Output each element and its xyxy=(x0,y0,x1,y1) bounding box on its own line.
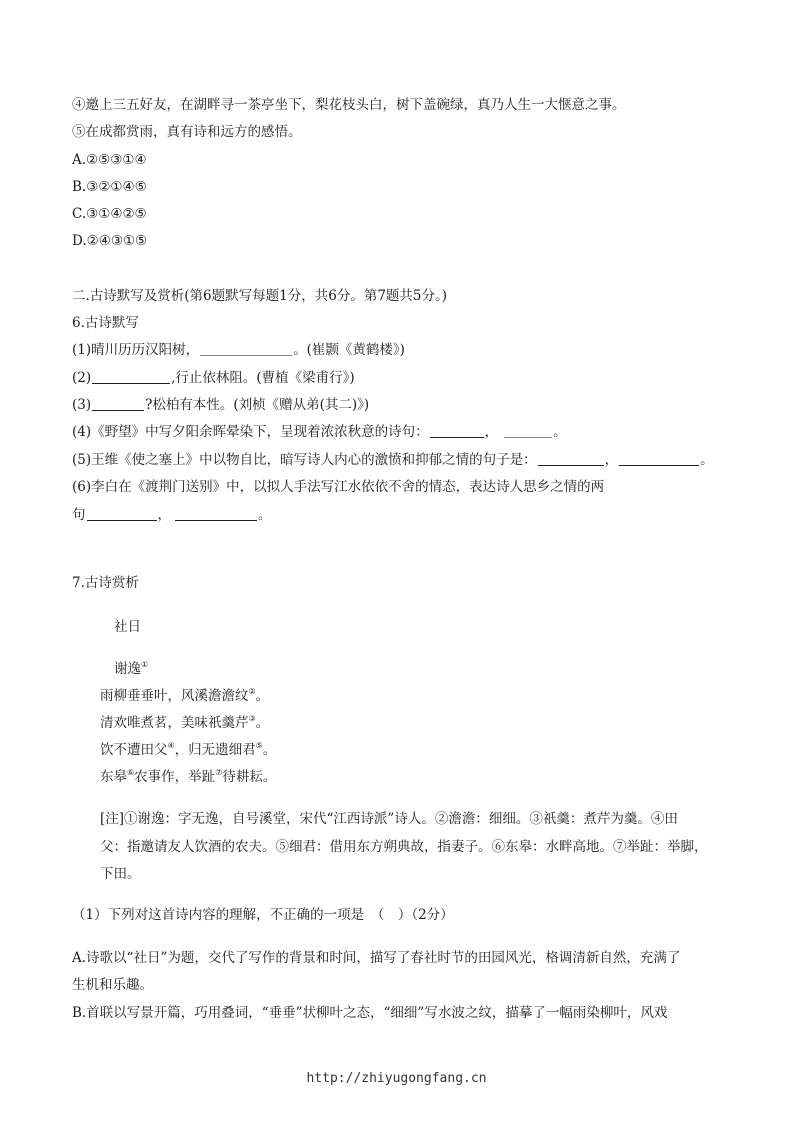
poem-author: 谢逸① xyxy=(114,660,149,677)
sub-question-1: （1）下列对这首诗内容的理解，不正确的一项是 （ ）（2分） xyxy=(72,907,454,923)
poem-line-2: 清欢唯煮茗，美味祇羹芹③。 xyxy=(100,714,270,731)
choice-a: A.②⑤③①④ xyxy=(72,152,147,168)
question-6-3: (3) ?松柏有本性。(刘桢《赠从弟(其二)》) xyxy=(72,397,370,413)
answer-blank[interactable] xyxy=(200,342,292,356)
poem-line-3: 饮不遭田父④，归无遗细君⑤。 xyxy=(100,741,277,758)
choice-c: C.③①④②⑤ xyxy=(72,206,147,222)
section-title: 二.古诗默写及赏析(第6题默写每题1分，共6分。第7题共5分。) xyxy=(72,288,448,304)
annotation-line-2: 父：指邀请友人饮酒的农夫。⑤细君：借用东方朔典故，指妻子。⑥东皋：水畔高地。⑦举趾：举脚， xyxy=(100,839,708,855)
choice-b-line-1: B.首联以写景开篇，巧用叠词，“垂垂”状柳叶之态，“细细”写水波之纹，描摹了一幅雨染柳叶，风戏 xyxy=(72,1005,668,1021)
question-6-6-cont: 句 ， 。 xyxy=(72,507,272,523)
answer-blank[interactable] xyxy=(92,397,144,411)
answer-blank[interactable] xyxy=(504,424,552,438)
footer-url[interactable]: http://zhiyugongfang.cn xyxy=(306,1071,487,1086)
question-6-6: (6)李白在《渡荆门送别》中，以拟人手法写江水依依不舍的情态，表达诗人思乡之情的两 xyxy=(72,479,605,495)
question-6-2: (2) ,行止依林阻。(曹植《梁甫行》) xyxy=(72,370,355,386)
answer-blank[interactable] xyxy=(92,370,170,384)
answer-blank[interactable] xyxy=(430,424,484,438)
poem-line-1: 雨柳垂垂叶，风溪澹澹纹②。 xyxy=(100,687,270,704)
answer-blank[interactable] xyxy=(538,452,604,466)
choice-b: B.③②①④⑤ xyxy=(72,179,147,195)
answer-blank[interactable] xyxy=(87,507,157,521)
question-6-1: (1)晴川历历汉阳树， 。(崔颢《黄鹤楼》) xyxy=(72,342,405,358)
answer-blank[interactable] xyxy=(175,507,257,521)
question-6-5: (5)王维《使之塞上》中以物自比，暗写诗人内心的激愤和抑郁之情的句子是： ， 。 xyxy=(72,452,714,468)
option-item-4: ④邀上三五好友，在湖畔寻一茶亭坐下，梨花枝头白，树下盖碗绿，真乃人生一大惬意之事。 xyxy=(72,97,626,113)
annotation-line-3: 下田。 xyxy=(100,866,141,882)
choice-a-line-1: A.诗歌以“社日”为题，交代了写作的背景和时间，描写了春社时节的田园风光，格调清新自然，充满了 xyxy=(72,950,681,966)
choice-a-line-2: 生机和乐趣。 xyxy=(72,977,153,993)
question-7-title: 7.古诗赏析 xyxy=(72,575,139,591)
answer-blank[interactable] xyxy=(619,452,699,466)
question-6-title: 6.古诗默写 xyxy=(72,315,139,331)
choice-d: D.②④③①⑤ xyxy=(72,233,148,249)
annotation-line-1: [注]①谢逸：字无逸，自号溪堂，宋代“江西诗派”诗人。②澹澹：细细。③祇羹：煮芹为羹。④田 xyxy=(100,811,678,827)
question-6-4: (4)《野望》中写夕阳余晖晕染下，呈现着浓浓秋意的诗句： ， 。 xyxy=(72,424,567,440)
option-item-5: ⑤在成都赏雨，真有诗和远方的感悟。 xyxy=(72,124,302,140)
poem-line-4: 东皋⑥农事作，举趾⑦待耕耘。 xyxy=(100,768,277,785)
poem-title: 社日 xyxy=(114,619,141,635)
